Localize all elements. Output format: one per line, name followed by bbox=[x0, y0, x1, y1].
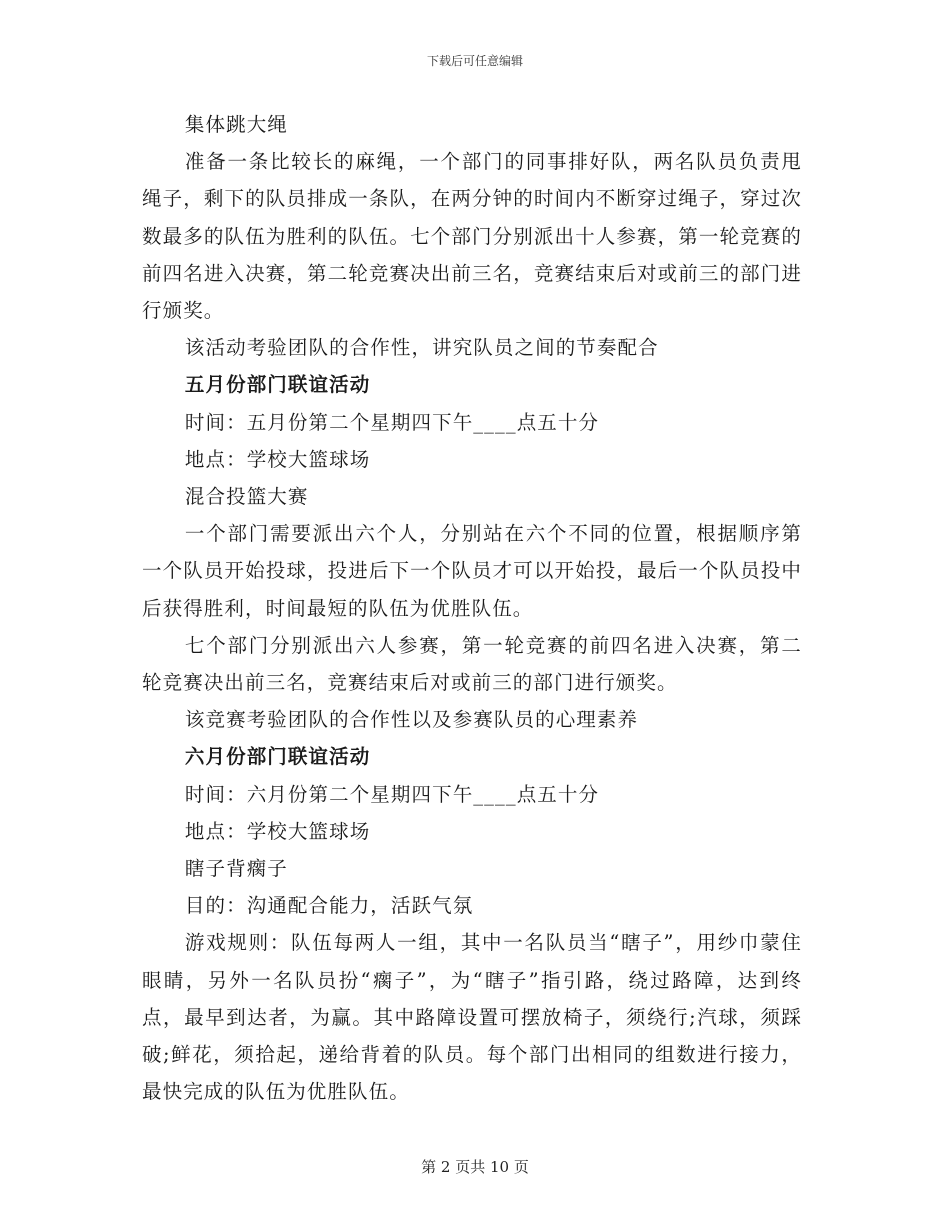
page-number: 第 2 页共 10 页 bbox=[421, 1158, 529, 1176]
jump-rope-title: 集体跳大绳 bbox=[184, 113, 288, 136]
document-body bbox=[142, 106, 802, 1110]
jump-rope-rules: 准备一条比较长的麻绳，一个部门的同事排好队，两名队员负责甩绳子，剩下的队员排成一条队，在两分钟的时间内不断穿过绳子，穿过次数最多的队伍为胜利的队伍。七个部门分别派出十人参赛，第一轮竞赛的前四名进入决赛，第二轮竞赛决出前三名，竞赛结束后对或前三的部门进行颁奖。 bbox=[142, 150, 802, 323]
blind-lame-event-title: 瞎子背瘸子 bbox=[184, 857, 288, 881]
blind-lame-event-goal: 目的：沟通配合能力，活跃气氛 bbox=[184, 894, 474, 918]
basketball-event-note: 该竞赛考验团队的合作性以及参赛队员的心理素养 bbox=[184, 708, 639, 732]
june-activity-place: 地点：学校大篮球场 bbox=[184, 819, 371, 843]
may-activity-heading: 五月份部门联谊活动 bbox=[184, 373, 371, 397]
basketball-event-format: 七个部门分别派出六人参赛，第一轮竞赛的前四名进入决赛，第二轮竞赛决出前三名，竞赛结束后对或前三的部门进行颁奖。 bbox=[142, 633, 802, 695]
june-activity-heading: 六月份部门联谊活动 bbox=[184, 745, 371, 769]
page-header: 下载后可任意编辑 bbox=[426, 54, 523, 68]
blind-lame-event-rules: 游戏规则：队伍每两人一组，其中一名队员当“瞎子”，用纱巾蒙住眼睛，另外一名队员扮“瘸子”，为“瞎子”指引路，绕过路障，达到终点，最早到达者，为赢。其中路障设置可摆放椅子，须绕行;汽球，须踩破;鲜花，须拾起，递给背着的队员。每个部门出相同的组数进行接力，最快完成的队伍为优胜队伍。 bbox=[142, 931, 802, 1104]
may-activity-place: 地点：学校大篮球场 bbox=[184, 447, 371, 471]
may-activity-time: 时间：五月份第二个星期四下午____点五十分 bbox=[184, 410, 600, 434]
basketball-event-rules: 一个部门需要派出六个人，分别站在六个不同的位置，根据顺序第一个队员开始投球，投进后下一个队员才可以开始投，最后一个队员投中后获得胜利，时间最短的队伍为优胜队伍。 bbox=[142, 522, 802, 620]
june-activity-time: 时间：六月份第二个星期四下午____点五十分 bbox=[184, 782, 600, 806]
basketball-event-title: 混合投篮大赛 bbox=[184, 485, 309, 509]
jump-rope-note: 该活动考验团队的合作性，讲究队员之间的节奏配合 bbox=[184, 336, 659, 360]
